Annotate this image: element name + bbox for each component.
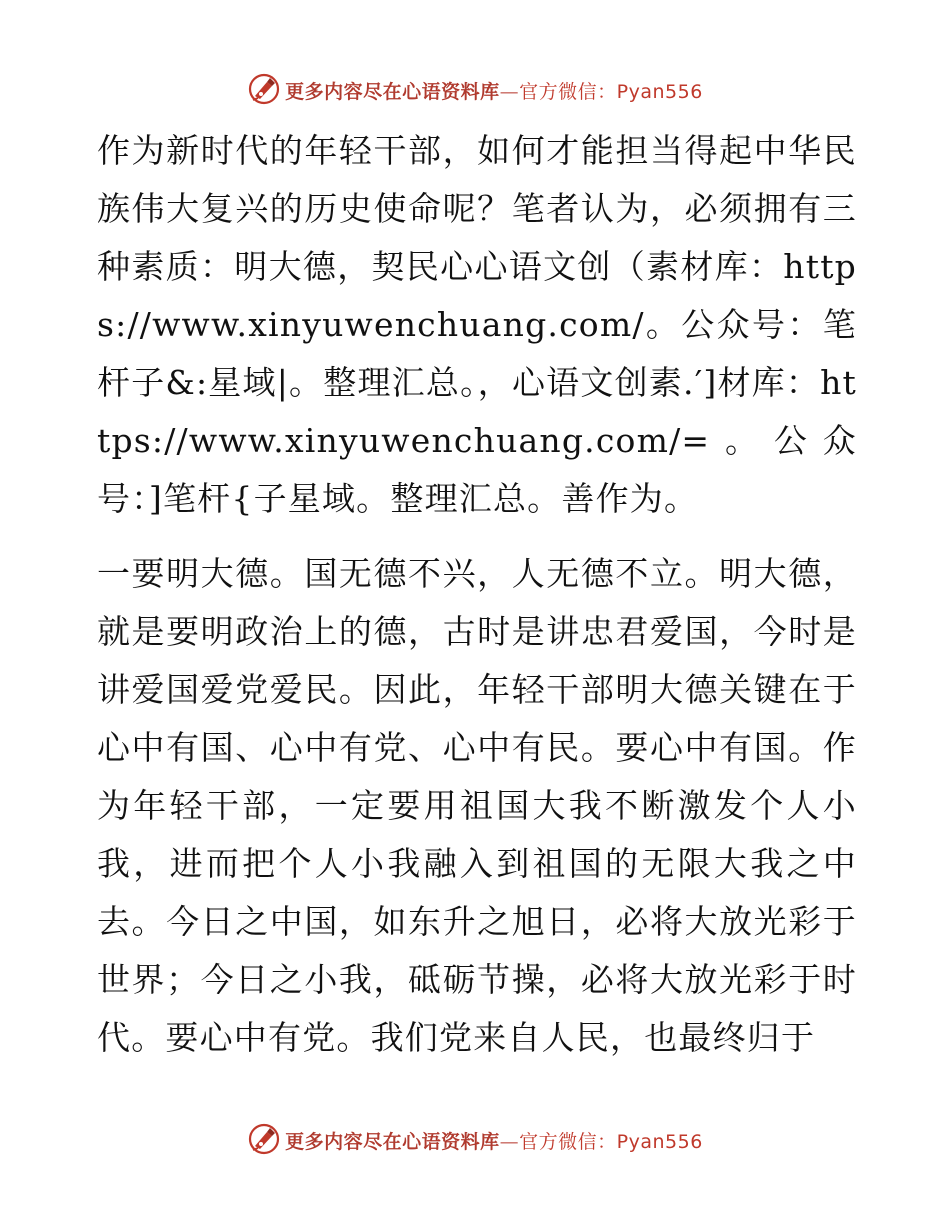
header-separator: — (499, 80, 520, 103)
footer-banner (0, 1120, 950, 1160)
header-contact-text: 官方微信：Pyan556 (519, 80, 703, 103)
pen-nib-circle-icon (247, 1122, 281, 1156)
header-banner (0, 70, 950, 110)
pen-nib-circle-icon (247, 72, 281, 106)
document-body (97, 122, 857, 1067)
footer-site-text: 更多内容尽在心语资料库 (285, 1130, 500, 1153)
footer-banner-text (285, 1127, 703, 1154)
paragraph-ming-da-de: 一要明大德。国无德不兴，人无德不立。明大德，就是要明政治上的德，古时是讲忠君爱国，今时是讲爱国爱党爱民。因此，年轻干部明大德关键在于心中有国、心中有党、心中有民。要心中有国。作为年轻干部，一定要用祖国大我不断激发个人小我，进而把个人小我融入到祖国的无限大我之中去。今日之中国，如东升之旭日，必将大放光彩于世界；今日之小我，砥砺节操，必将大放光彩于时代。要心中有党。我们党来自人民，也最终归于 (97, 554, 857, 1057)
footer-separator: — (499, 1130, 520, 1153)
footer-contact-text: 官方微信：Pyan556 (519, 1130, 703, 1153)
header-banner-text (285, 77, 703, 104)
paragraph-intro: 作为新时代的年轻干部，如何才能担当得起中华民族伟大复兴的历史使命呢？笔者认为，必须拥有三种素质：明大德，契民心心语文创（素材库：https://www.xinyuwenchuang.com/。公众号：笔杆子&:星域|。整理汇总。，心语文创素.′]材库：https://www.xinyuwenchuang.com/=。公众号：]笔杆{子星域。整理汇总。善作为。 (97, 131, 857, 518)
header-site-text: 更多内容尽在心语资料库 (285, 80, 500, 103)
